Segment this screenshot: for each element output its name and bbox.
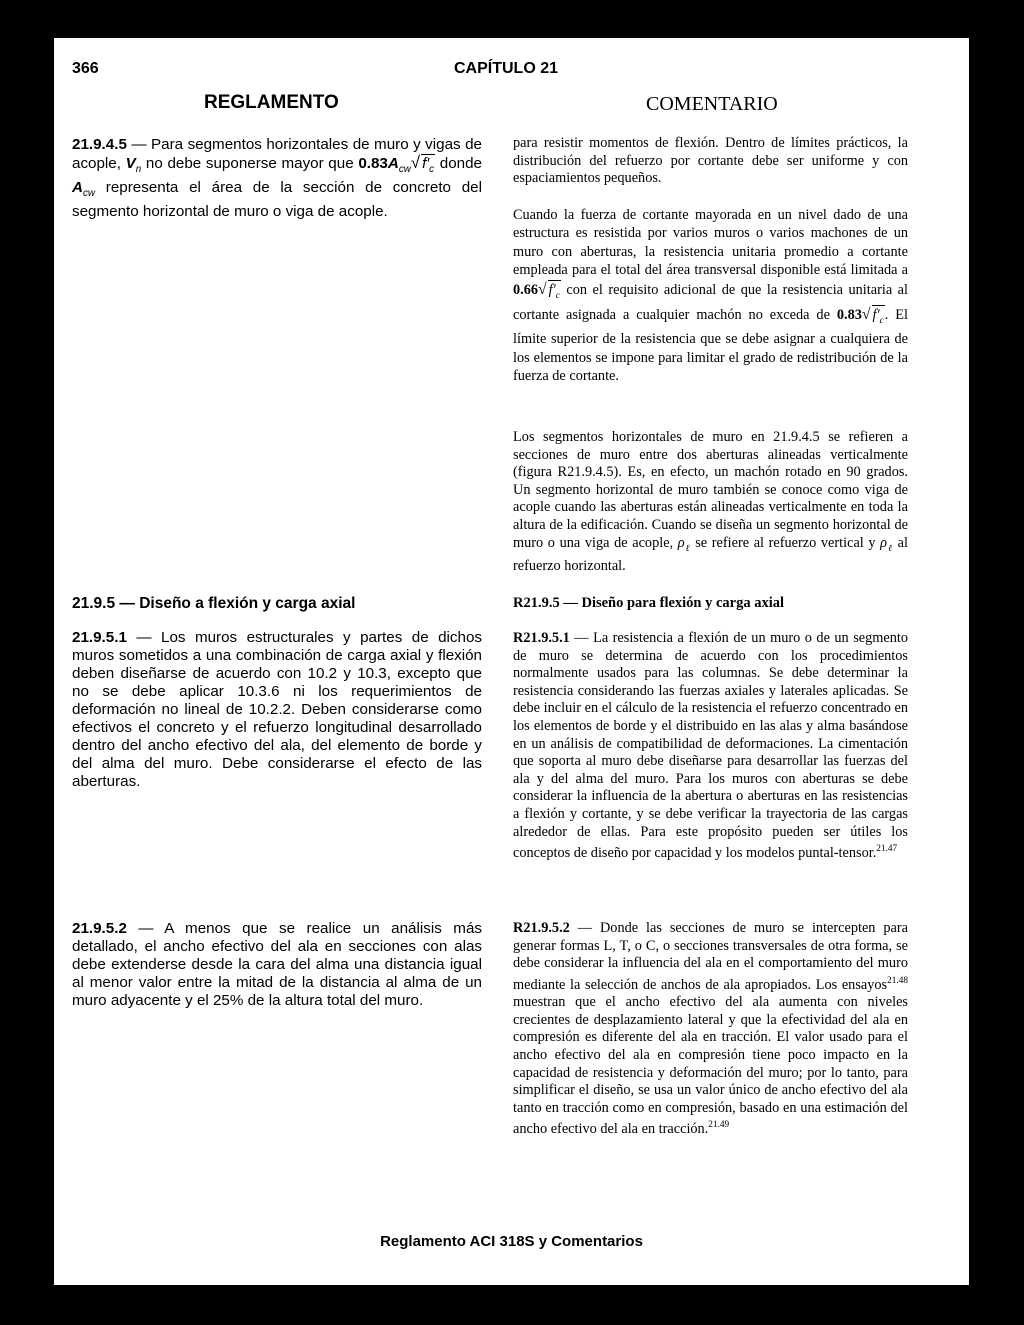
reglamento-heading: REGLAMENTO xyxy=(204,92,339,113)
comentario-heading: COMENTARIO xyxy=(646,93,778,115)
section-21-9-5-1: 21.9.5.1 — Los muros estructurales y partes de dichos muros sometidos a una combinación de carga axial y flexión deben diseñarse de acuerdo con 10.2 y 10.3, excepto que no se debe aplicar 10.3.6 ni los requerimientos de deformación no lineal de 10.2.2. Deben considerarse como efectivos el concreto y el refuerzo longitudinal desarrollado dentro del ancho efectivo del ala, del elemento de borde y del alma del muro. Debe considerarse el efecto de las aberturas. xyxy=(72,629,482,790)
commentary-paragraph-2: Cuando la fuerza de cortante mayorada en un nivel dado de una estructura es resistida por varios muros o varios machones de un muro con aberturas, la resistencia unitaria promedio a cortante empleada para el total del área transversal disponible está limitada a 0.66√ $f'_c$ con el requisito adicional de que la resistencia unitaria al cortante asignada a cualquier machón no exceda de 0.83√ $f'_c$. El límite superior de la resistencia que se debe asignar a cualquiera de los elementos se impone para limitar el grado de redistribución de la fuerza de cortante. xyxy=(513,207,908,384)
page-number: 366 xyxy=(72,60,99,77)
chapter-title: CAPÍTULO 21 xyxy=(454,60,559,77)
commentary-paragraph-3: Los segmentos horizontales de muro en 21.9.4.5 se refieren a secciones de muro entre dos aberturas alineadas verticalmente (figura R21.9.4.5). Es, en efecto, un machón rotado en 90 grados. Un segmento horizontal de muro también se conoce como viga de acople cuando las aberturas están alineadas verticalmente en toda la altura de la edificación. Cuando se diseña un segmento horizontal de muro o una viga de acople, $\rho_\ell$ se refiere al refuerzo vertical y $\rho_\ell$ al refuerzo horizontal. xyxy=(513,429,908,575)
section-21-9-5-title: 21.9.5 — Diseño a flexión y carga axial xyxy=(72,595,356,612)
document-page xyxy=(54,38,969,1285)
commentary-r21-9-5-title: R21.9.5 — Diseño para flexión y carga axial xyxy=(513,595,785,611)
commentary-r21-9-5-1: R21.9.5.1 — La resistencia a flexión de un muro o de un segmento de muro se determina de acuerdo con los procedimientos normalmente usados para las columnas. Se debe determinar la resistencia considerando las fuerzas axiales y laterales aplicadas. Se debe incluir en el cálculo de la resistencia el refuerzo concentrado en los elementos de borde y el distribuido en las alas y alma basándose en un análisis de compatibilidad de deformaciones. La cimentación que soporta al muro debe diseñarse para desarrollar las fuerzas del ala y del alma del muro. Para los muros con aberturas se debe considerar la influencia de la abertura o aberturas en las resistencias a flexión y cortante, y se debe verificar la trayectoria de las cargas alrededor de ellas. Para este propósito pueden ser útiles los conceptos de diseño por capacidad y los modelos puntal-tensor.$^{21.47}$ xyxy=(513,630,908,861)
commentary-r21-9-5-2: R21.9.5.2 — Donde las secciones de muro se intercepten para generar formas L, T, o C, o secciones transversales de otra forma, se debe considerar la influencia del ala en el comportamiento del muro mediante la selección de anchos de ala apropiados. Los ensayos$^{21.48}$ muestran que el ancho efectivo del ala aumenta con niveles crecientes de desplazamiento lateral y que la efectividad del ala en compresión es diferente del ala en tracción. El valor usado para el ancho efectivo del ala en compresión tiene poco impacto en la capacidad de resistencia y deformación del muro; por lo tanto, para simplificar el diseño, se usa un valor único de ancho efectivo del ala tanto en tracción como en compresión, basado en una estimación del ancho efectivo del ala en tracción.$^{21.49}$ xyxy=(513,920,908,1138)
page-footer: Reglamento ACI 318S y Comentarios xyxy=(380,1233,643,1250)
section-21-9-5-2: 21.9.5.2 — A menos que se realice un análisis más detallado, el ancho efectivo del ala en secciones con alas debe extenderse desde la cara del alma una distancia igual al menor valor entre la mitad de la distancia al alma de un muro adyacente y el 25% de la altura total del muro. xyxy=(72,920,482,1009)
commentary-paragraph-1: para resistir momentos de flexión. Dentro de límites prácticos, la distribución del refuerzo por cortante debe ser uniforme y con espaciamientos pequeños. xyxy=(513,135,908,187)
section-21-9-4-5: 21.9.4.5 — Para segmentos horizontales de muro y vigas de acople, $V_n$ no debe suponerse mayor que $0.83A_{cw}√$ $f'_c$ donde $A_{cw}$ representa el área de la sección de concreto del segmento horizontal de muro o viga de acople. xyxy=(72,136,482,221)
sqrt-fc: $f'_c$ xyxy=(421,154,435,179)
